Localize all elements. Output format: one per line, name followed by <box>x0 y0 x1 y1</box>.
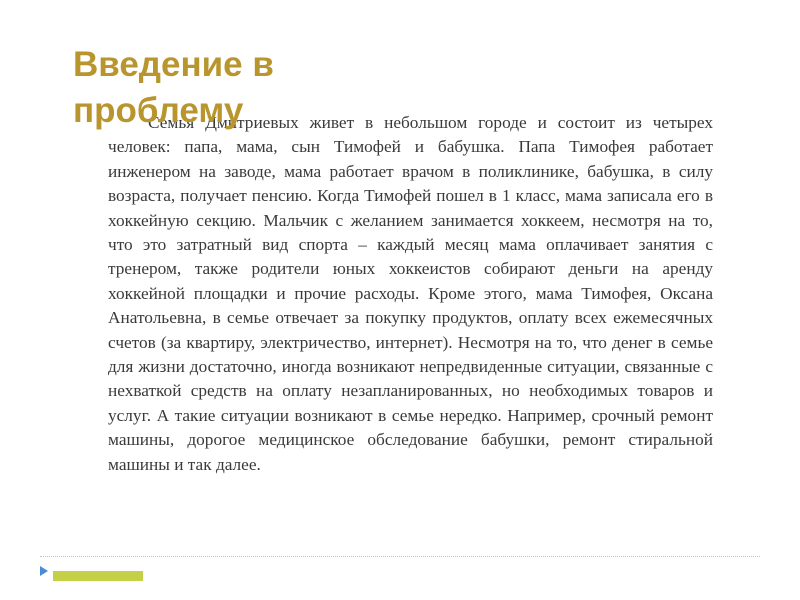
slide-body-text: Семья Дмитриевых живет в небольшом городе и состоит из четырех человек: папа, мама, сын Тимофей и бабушка. Папа Тимофея работает инженером на заводе, мама работает врачом в поликлинике, бабушка, в силу возраста, получает пенсию. Когда Тимофей пошел в 1 класс, мама записала его в хоккейную секцию. Мальчик с желанием занимается хоккеем, несмотря на то, что это затратный вид спорта – каждый месяц мама оплачивает занятия с тренером, также родители юных хоккеистов собирают деньги на аренду хоккейной площадки и прочие расходы. Кроме этого, мама Тимофея, Оксана Анатольевна, в семье отвечает за покупку продуктов, оплату всех ежемесячных счетов (за квартиру, электричество, интернет). Несмотря на то, что денег в семье для жизни достаточно, иногда возникают непредвиденные ситуации, связанные с нехваткой средств на оплату незапланированных, но необходимых товаров и услуг. А такие ситуации возникают в семье нередко. Например, срочный ремонт машины, дорогое медицинское обследование бабушки, ремонт стиральной машины и так далее. <box>108 113 713 474</box>
slide-title: Введение в проблему <box>73 45 274 130</box>
arrow-right-icon <box>40 566 48 576</box>
footer-accent-bar <box>53 571 143 581</box>
footer-divider <box>40 556 760 557</box>
